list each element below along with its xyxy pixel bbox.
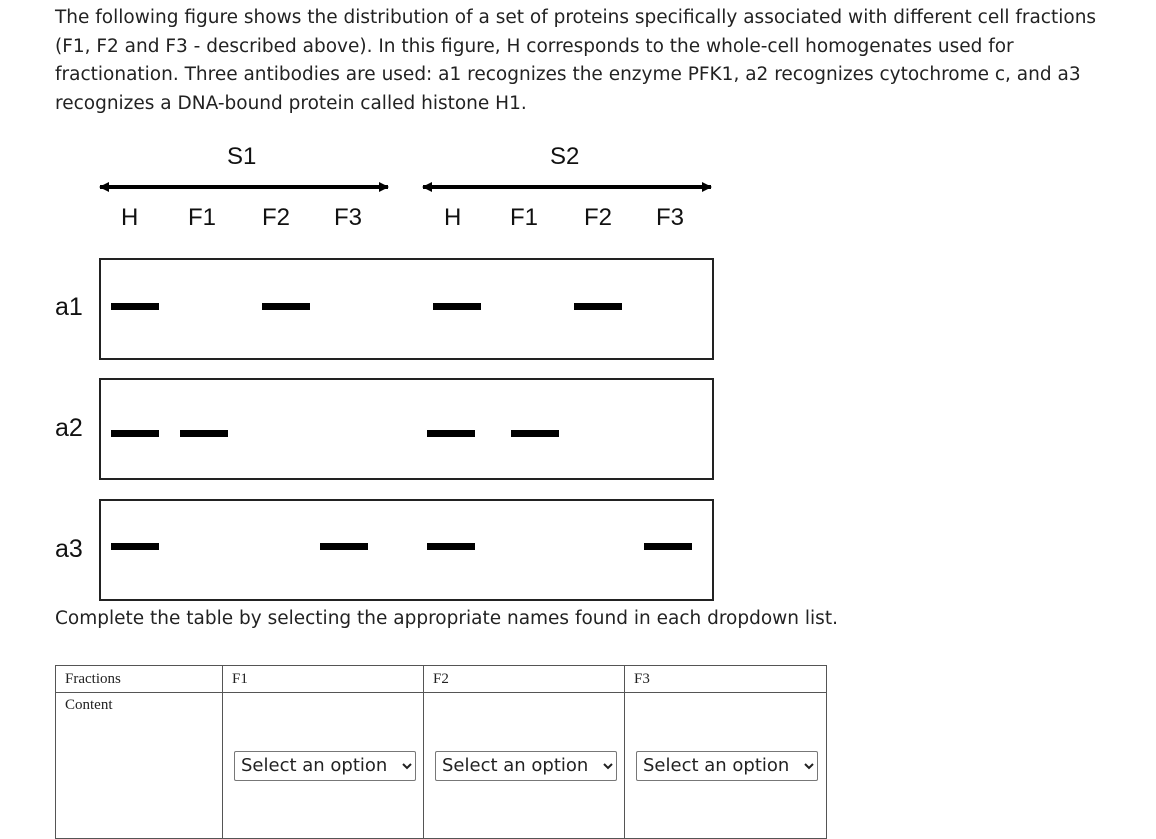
lane-label-s2-h: H xyxy=(444,204,462,231)
table-content-row xyxy=(56,693,827,839)
blot-panel-a2 xyxy=(99,378,714,480)
s1-range-label: S1 xyxy=(227,143,257,170)
f1-content-dropdown[interactable] xyxy=(234,751,416,781)
f1-select-cell xyxy=(223,693,424,839)
column-header-f1: F1 xyxy=(223,666,424,693)
lane-label-s2-f3: F3 xyxy=(656,204,685,231)
band-a1-s2-h xyxy=(433,303,481,310)
blot-panel-a1 xyxy=(99,258,714,360)
band-a1-s2-f2 xyxy=(574,303,622,310)
lane-label-s2-f2: F2 xyxy=(584,204,613,231)
instruction-text: Complete the table by selecting the appropriate names found in each dropdown list. xyxy=(55,608,838,629)
band-a1-s1-f2 xyxy=(262,303,310,310)
blot-panel-a3 xyxy=(99,499,714,601)
f2-content-dropdown[interactable] xyxy=(435,751,617,781)
f3-select-cell xyxy=(625,693,827,839)
lane-label-s2-f1: F1 xyxy=(510,204,539,231)
band-a2-s1-h xyxy=(111,430,159,437)
band-a2-s2-h xyxy=(427,430,475,437)
f3-content-dropdown[interactable] xyxy=(636,751,818,781)
antibody-label-a1: a1 xyxy=(55,293,83,321)
column-header-f3: F3 xyxy=(625,666,827,693)
intro-paragraph: The following figure shows the distribution of a set of proteins specifically associated with different cell fractions (F1, F2 and F3 - described above). In this figure, H corresponds to the whole-cell homogenates used for fractionation. Three antibodies are used: a1 recognizes the enzyme PFK1, a2 recognizes cytochrome c, and a3 recognizes a DNA-bound protein called histone H1. xyxy=(55,7,1097,114)
band-a3-s1-f3 xyxy=(320,543,368,550)
band-a3-s2-f3 xyxy=(644,543,692,550)
content-label: Content xyxy=(56,693,223,839)
band-a2-s2-f1 xyxy=(511,430,559,437)
band-a3-s2-h xyxy=(427,543,475,550)
band-a1-s1-h xyxy=(111,303,159,310)
band-a3-s1-h xyxy=(111,543,159,550)
fractions-header: Fractions xyxy=(56,666,223,693)
lane-label-s1-f3: F3 xyxy=(334,204,363,231)
answer-table xyxy=(55,665,827,839)
s2-range-label: S2 xyxy=(550,143,580,170)
lane-label-s1-f1: F1 xyxy=(188,204,217,231)
table-header-row xyxy=(56,666,827,693)
f2-select-cell xyxy=(424,693,625,839)
band-a2-s1-f1 xyxy=(180,430,228,437)
lane-label-s1-f2: F2 xyxy=(262,204,291,231)
antibody-label-a2: a2 xyxy=(55,414,83,442)
column-header-f2: F2 xyxy=(424,666,625,693)
lane-label-s1-h: H xyxy=(121,204,139,231)
antibody-label-a3: a3 xyxy=(55,535,83,563)
